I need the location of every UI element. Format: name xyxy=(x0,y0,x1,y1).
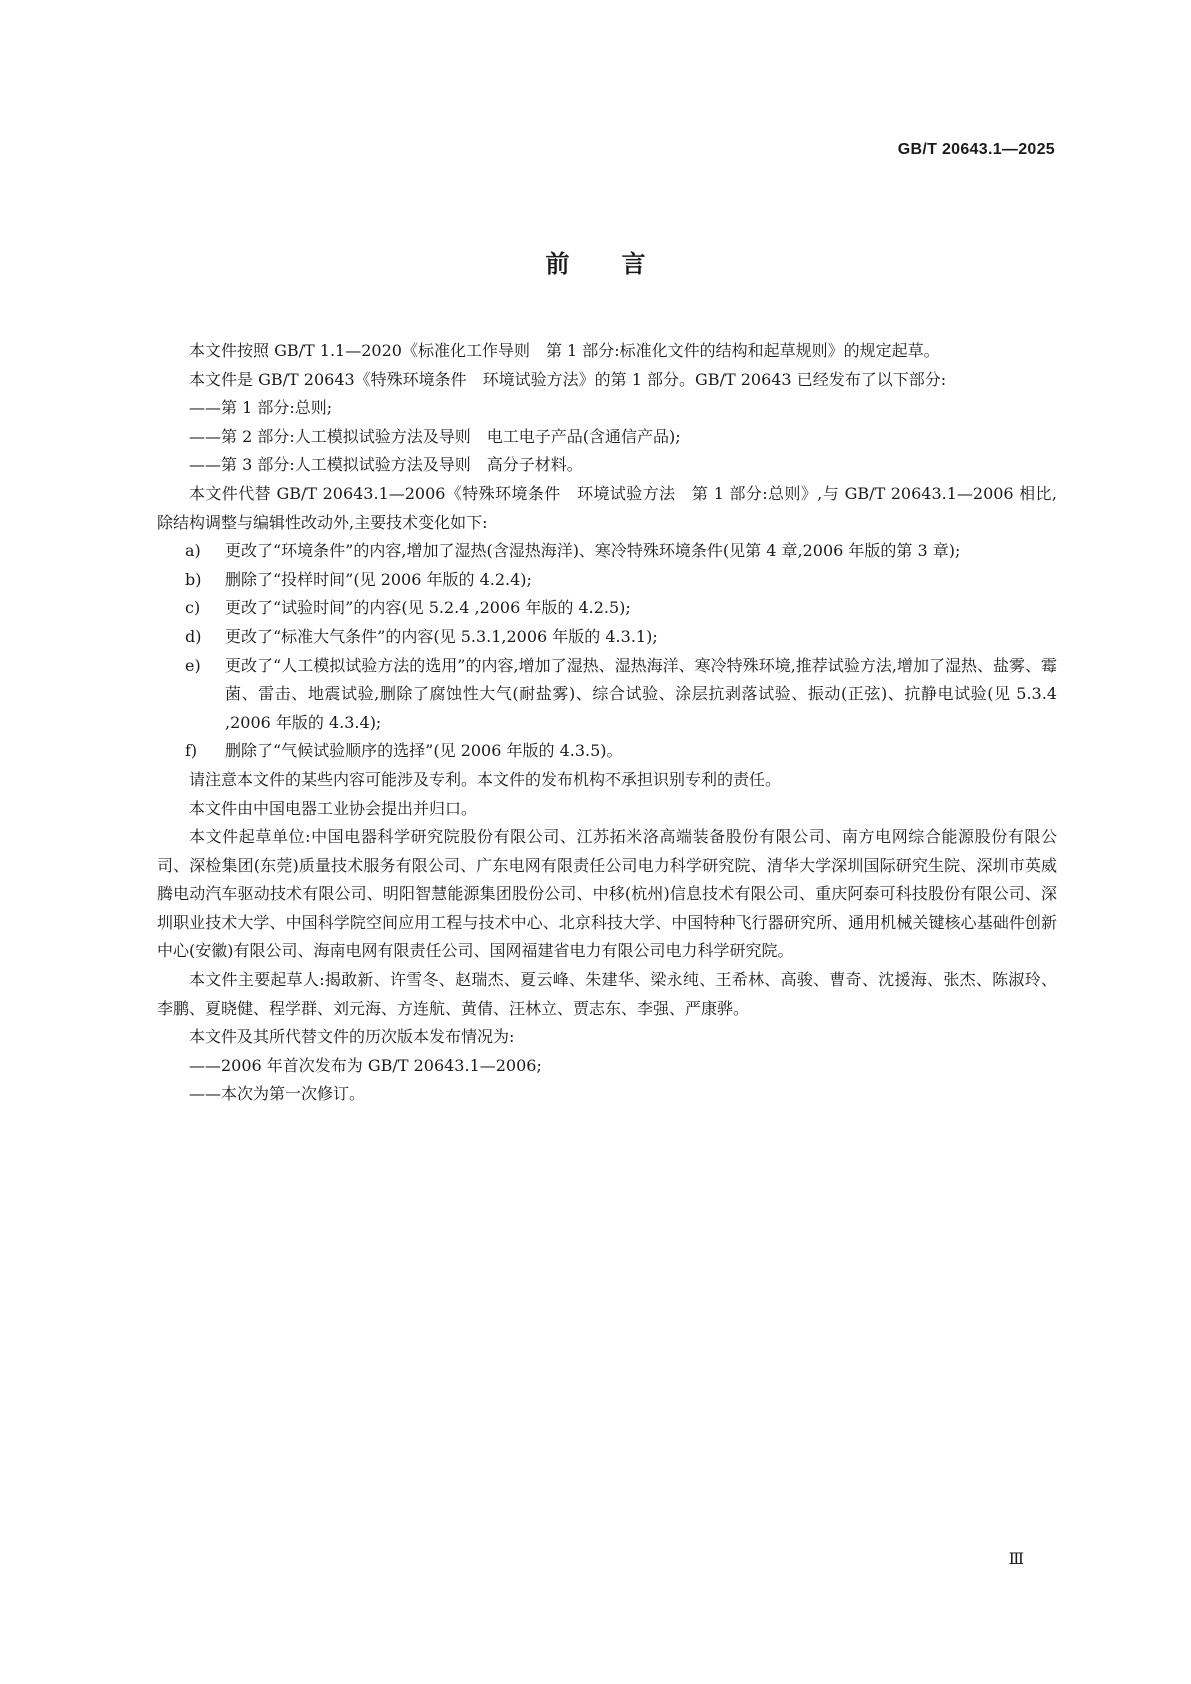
paragraph-proposer: 本文件由中国电器工业协会提出并归口。 xyxy=(189,798,478,818)
change-list-item xyxy=(157,537,1057,566)
paragraph-history-intro: 本文件及其所代替文件的历次版本发布情况为: xyxy=(189,1027,515,1047)
page-title: 前言 xyxy=(545,250,698,278)
change-list-item xyxy=(157,566,1057,595)
change-list-item xyxy=(157,652,1057,738)
history-list-item: ——2006 年首次发布为 GB/T 20643.1—2006; xyxy=(189,1055,542,1075)
change-label: f) xyxy=(185,741,198,761)
change-text: 更改了“标准大气条件”的内容(见 5.3.1,2006 年版的 4.3.1); xyxy=(225,626,658,646)
change-label: b) xyxy=(185,569,202,589)
change-label: e) xyxy=(185,655,201,675)
standard-number: GB/T 20643.1—2025 xyxy=(897,141,1055,158)
part-list-item: ——第 3 部分:人工模拟试验方法及导则 高分子材料。 xyxy=(189,455,583,475)
change-text: 更改了“试验时间”的内容(见 5.2.4 ,2006 年版的 4.2.5); xyxy=(225,598,631,618)
change-label: c) xyxy=(185,598,201,618)
document-body xyxy=(157,337,1057,1109)
change-list-item xyxy=(157,737,1057,766)
part-list-item: ——第 2 部分:人工模拟试验方法及导则 电工电子产品(含通信产品); xyxy=(189,426,681,446)
paragraph-drafting-units: 本文件起草单位:中国电器科学研究院股份有限公司、江苏拓米洛高端装备股份有限公司、南方电网综合能源股份有限公司、深检集团(东莞)质量技术服务有限公司、广东电网有限责任公司电力科学研究院、清华大学深圳国际研究生院、深圳市英威腾电动汽车驱动技术有限公司、明阳智慧能源集团股份公司、中移(杭州)信息技术有限公司、重庆阿泰可科技股份有限公司、深圳职业技术大学、中国科学院空间应用工程与技术中心、北京科技大学、中国特种飞行器研究所、通用机械关键核心基础件创新中心(安徽)有限公司、海南电网有限责任公司、国网福建省电力有限公司电力科学研究院。 xyxy=(157,827,1057,961)
paragraph-series-parts: 本文件是 GB/T 20643《特殊环境条件 环境试验方法》的第 1 部分。GB/T 20643 已经发布了以下部分: xyxy=(189,369,947,389)
paragraph-drafting-rules: 本文件按照 GB/T 1.1—2020《标准化工作导则 第 1 部分:标准化文件的结构和起草规则》的规定起草。 xyxy=(189,341,940,360)
history-list-item: ——本次为第一次修订。 xyxy=(189,1084,366,1104)
change-label: a) xyxy=(185,541,201,561)
change-text: 删除了“气候试验顺序的选择”(见 2006 年版的 4.3.5)。 xyxy=(225,741,623,761)
page-number: Ⅲ xyxy=(1008,1549,1024,1568)
paragraph-patent-notice: 请注意本文件的某些内容可能涉及专利。本文件的发布机构不承担识别专利的责任。 xyxy=(189,769,782,789)
change-text: 更改了“环境条件”的内容,增加了湿热(含湿热海洋)、寒冷特殊环境条件(见第 4 章,2006 年版的第 3 章); xyxy=(225,541,961,561)
paragraph-replacement: 本文件代替 GB/T 20643.1—2006《特殊环境条件 环境试验方法 第 1 部分:总则》,与 GB/T 20643.1—2006 相比,除结构调整与编辑性改动外,主要技术变化如下: xyxy=(157,483,1057,532)
change-text: 更改了“人工模拟试验方法的选用”的内容,增加了湿热、湿热海洋、寒冷特殊环境,推荐试验方法,增加了湿热、盐雾、霉菌、雷击、地震试验,删除了腐蚀性大气(耐盐雾)、综合试验、涂层抗剥落试验、振动(正弦)、抗静电试验(见 5.3.4 ,2006 年版的 4.3.4); xyxy=(225,655,1057,732)
part-list-item: ——第 1 部分:总则; xyxy=(189,398,333,418)
change-list-item xyxy=(157,594,1057,623)
change-label: d) xyxy=(185,626,202,646)
change-list-item xyxy=(157,623,1057,652)
paragraph-drafters: 本文件主要起草人:揭敢新、许雪冬、赵瑞杰、夏云峰、朱建华、梁永纯、王希林、高骏、曹奇、沈援海、张杰、陈淑玲、李鹏、夏晓健、程学群、刘元海、方连航、黄倩、汪林立、贾志东、李强、严康骅。 xyxy=(157,970,1057,1018)
change-text: 删除了“投样时间”(见 2006 年版的 4.2.4); xyxy=(225,569,532,589)
